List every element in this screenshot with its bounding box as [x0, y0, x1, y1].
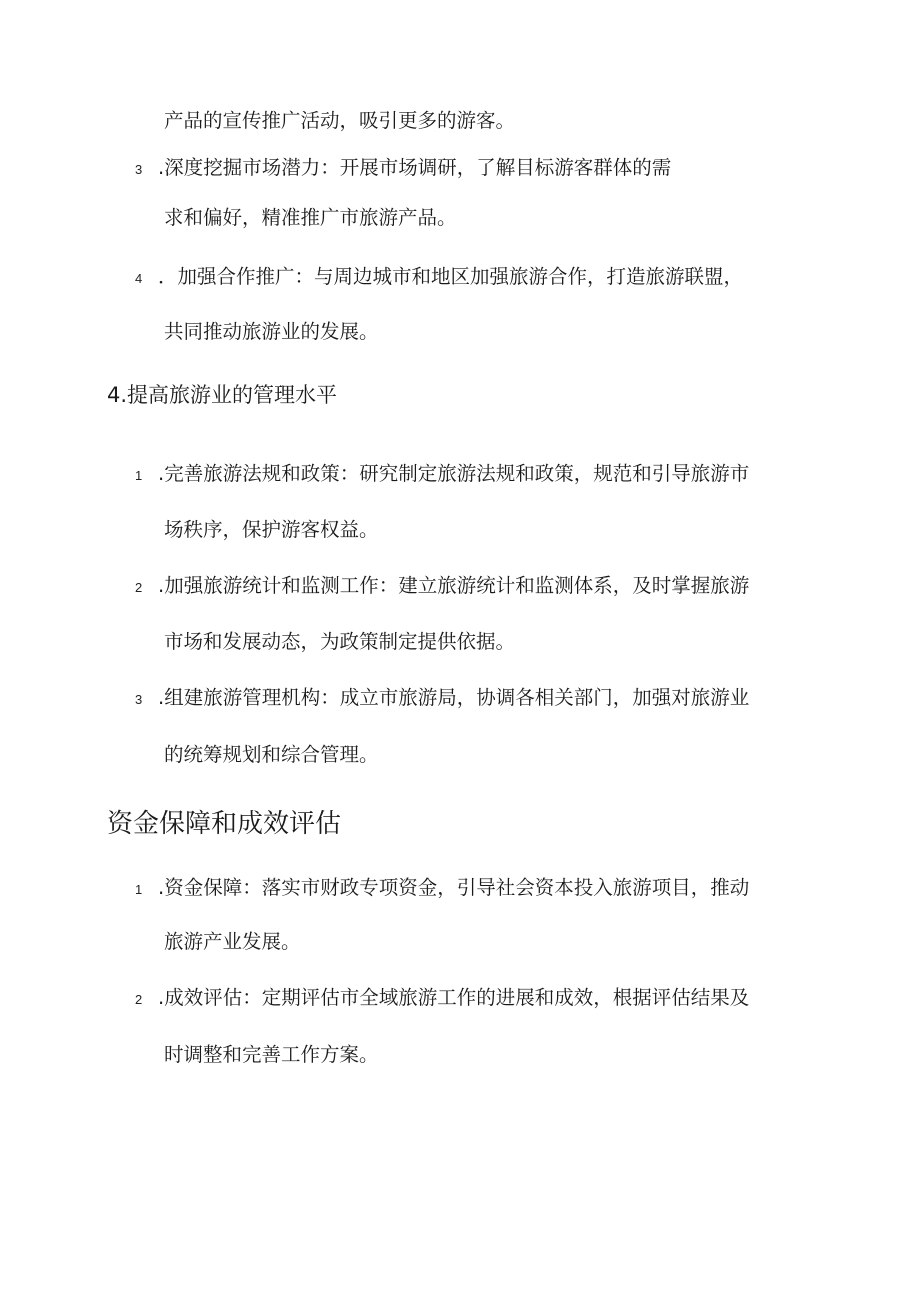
list-item-line: .完善旅游法规和政策：研究制定旅游法规和政策，规范和引导旅游市 — [158, 462, 750, 485]
list-item-line: 求和偏好，精准推广市旅游产品。 — [164, 206, 457, 229]
list-item-line: 共同推动旅游业的发展。 — [164, 320, 379, 343]
list-item-line: .资金保障：落实市财政专项资金，引导社会资本投入旅游项目，推动 — [158, 876, 750, 899]
list-item-number: 1 — [135, 882, 143, 897]
list-item-line: 市场和发展动态，为政策制定提供依据。 — [164, 630, 516, 653]
list-item-number: 4 — [135, 271, 143, 286]
list-item-number: 2 — [135, 992, 143, 1007]
list-item-line: 时调整和完善工作方案。 — [164, 1043, 379, 1066]
list-item-number: 1 — [135, 468, 143, 483]
list-item-line: .组建旅游管理机构：成立市旅游局，协调各相关部门，加强对旅游业 — [158, 686, 750, 709]
list-item-line: .成效评估：定期评估市全域旅游工作的进展和成效，根据评估结果及 — [158, 986, 750, 1009]
section-heading: 资金保障和成效评估 — [107, 809, 342, 839]
list-item-line: 的统筹规划和综合管理。 — [164, 743, 379, 766]
list-item-line: .加强旅游统计和监测工作：建立旅游统计和监测体系，及时掌握旅游 — [158, 574, 750, 597]
list-item-number: 3 — [135, 692, 143, 707]
list-item-number: 2 — [135, 580, 143, 595]
list-item-line: 旅游产业发展。 — [164, 930, 301, 953]
list-item-line: .深度挖掘市场潜力：开展市场调研，了解目标游客群体的需 — [158, 156, 672, 179]
section-heading: 4.提高旅游业的管理水平 — [107, 383, 338, 407]
paragraph-line: 产品的宣传推广活动，吸引更多的游客。 — [164, 109, 516, 132]
list-item-line: ．加强合作推广：与周边城市和地区加强旅游合作，打造旅游联盟， — [158, 265, 744, 288]
list-item-number: 3 — [135, 162, 143, 177]
list-item-line: 场秩序，保护游客权益。 — [164, 518, 379, 541]
